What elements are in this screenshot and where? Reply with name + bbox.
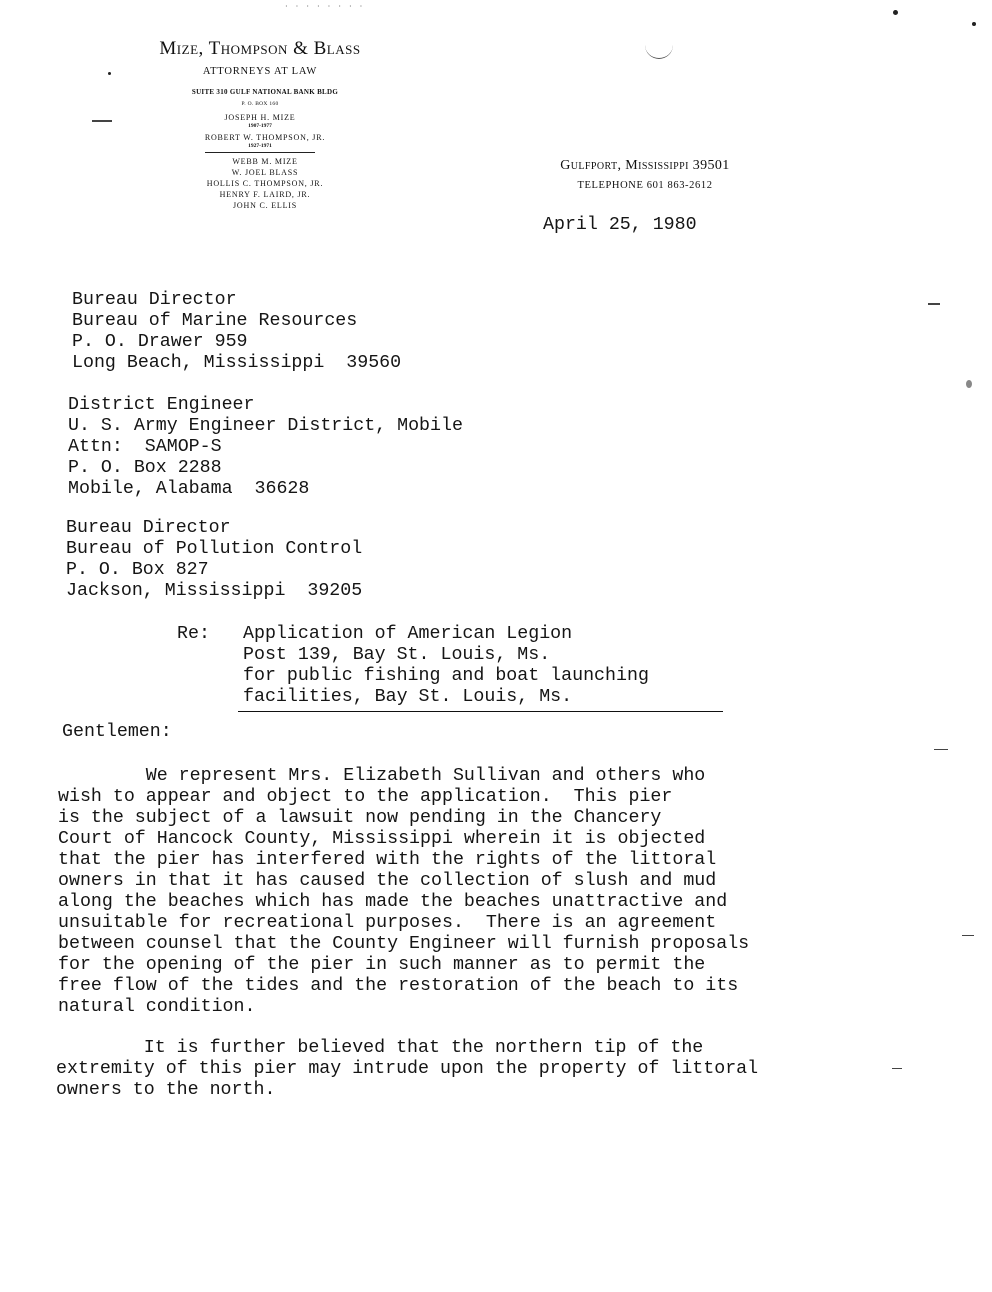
address-line: Long Beach, Mississippi 39560 <box>72 353 402 373</box>
body-line: It is further believed that the northern tip of the <box>56 1038 704 1058</box>
re-subject <box>243 624 649 708</box>
body-line: unsuitable for recreational purposes. There is an agreement <box>58 913 717 933</box>
firm-city: Gulfport, Mississippi 39501 <box>560 158 730 173</box>
address-line: Bureau of Pollution Control <box>66 539 363 559</box>
address-line: P. O. Box 827 <box>66 560 209 580</box>
body-line: extremity of this pier may intrude upon the property of littoral <box>56 1059 759 1079</box>
addressee-block <box>68 395 463 500</box>
letterhead-divider <box>205 152 315 153</box>
top-edge-marks: · · · · · · · · <box>285 2 366 11</box>
address-line: Jackson, Mississippi 39205 <box>66 581 363 601</box>
re-line: for public fishing and boat launching <box>243 666 649 686</box>
founder-name: ROBERT W. THOMPSON, JR. <box>204 133 326 142</box>
speck <box>962 935 974 936</box>
partner-name: HOLLIS C. THOMPSON, JR. <box>206 179 324 188</box>
body-line: along the beaches which has made the beaches unattractive and <box>58 892 728 912</box>
firm-address: SUITE 310 GULF NATIONAL BANK BLDG <box>191 88 339 96</box>
re-line: Post 139, Bay St. Louis, Ms. <box>243 645 551 665</box>
address-line: District Engineer <box>68 395 255 415</box>
body-line: natural condition. <box>58 997 256 1017</box>
body-line: free flow of the tides and the restoration of the beach to its <box>58 976 739 996</box>
letter-date: April 25, 1980 <box>543 215 697 235</box>
re-underline <box>238 711 723 712</box>
address-line: Mobile, Alabama 36628 <box>68 479 310 499</box>
salutation: Gentlemen: <box>62 722 172 742</box>
re-line: Application of American Legion <box>243 624 573 644</box>
speck <box>92 120 112 122</box>
speck <box>108 72 111 75</box>
pen-mark <box>645 44 673 59</box>
address-line: Bureau Director <box>66 518 231 538</box>
address-line: Attn: SAMOP-S <box>68 437 222 457</box>
partner-list <box>160 156 370 211</box>
founder-years: 1927-1971 <box>248 143 272 149</box>
speck <box>892 1068 902 1069</box>
firm-po-box: P. O. BOX 160 <box>241 101 279 107</box>
speck <box>972 22 976 26</box>
partner-name: JOHN C. ELLIS <box>233 201 297 210</box>
body-line: owners to the north. <box>56 1080 276 1100</box>
firm-subtitle: ATTORNEYS AT LAW <box>202 66 318 77</box>
body-line: wish to appear and object to the application. This pier <box>58 787 673 807</box>
speck <box>934 749 948 750</box>
body-line: Court of Hancock County, Mississippi wherein it is objected <box>58 829 706 849</box>
body-line: between counsel that the County Engineer will furnish proposals <box>58 934 750 954</box>
addressee-block <box>72 290 401 374</box>
speck <box>966 380 972 388</box>
address-line: U. S. Army Engineer District, Mobile <box>68 416 463 436</box>
re-line: facilities, Bay St. Louis, Ms. <box>243 687 573 707</box>
re-label: Re: <box>177 624 210 644</box>
body-line: that the pier has interfered with the rights of the littoral <box>58 850 717 870</box>
partner-name: W. JOEL BLASS <box>231 168 299 177</box>
body-line: is the subject of a lawsuit now pending in the Chancery <box>58 808 662 828</box>
partner-name: WEBB M. MIZE <box>232 157 298 166</box>
firm-telephone: TELEPHONE 601 863-2612 <box>577 180 713 191</box>
address-line: P. O. Box 2288 <box>68 458 222 478</box>
address-line: Bureau of Marine Resources <box>72 311 358 331</box>
firm-name: Mize, Thompson & Blass <box>159 38 361 59</box>
addressee-block <box>66 518 362 602</box>
speck <box>928 303 940 305</box>
address-line: P. O. Drawer 959 <box>72 332 248 352</box>
body-paragraph <box>58 766 749 1018</box>
body-line: for the opening of the pier in such manner as to permit the <box>58 955 706 975</box>
founder-years: 1907-1977 <box>248 123 272 129</box>
body-paragraph <box>56 1038 758 1101</box>
body-line: We represent Mrs. Elizabeth Sullivan and others who <box>58 766 706 786</box>
body-line: owners in that it has caused the collection of slush and mud <box>58 871 717 891</box>
founder-name: JOSEPH H. MIZE <box>224 113 296 122</box>
partner-name: HENRY F. LAIRD, JR. <box>219 190 311 199</box>
speck <box>893 10 898 15</box>
address-line: Bureau Director <box>72 290 237 310</box>
